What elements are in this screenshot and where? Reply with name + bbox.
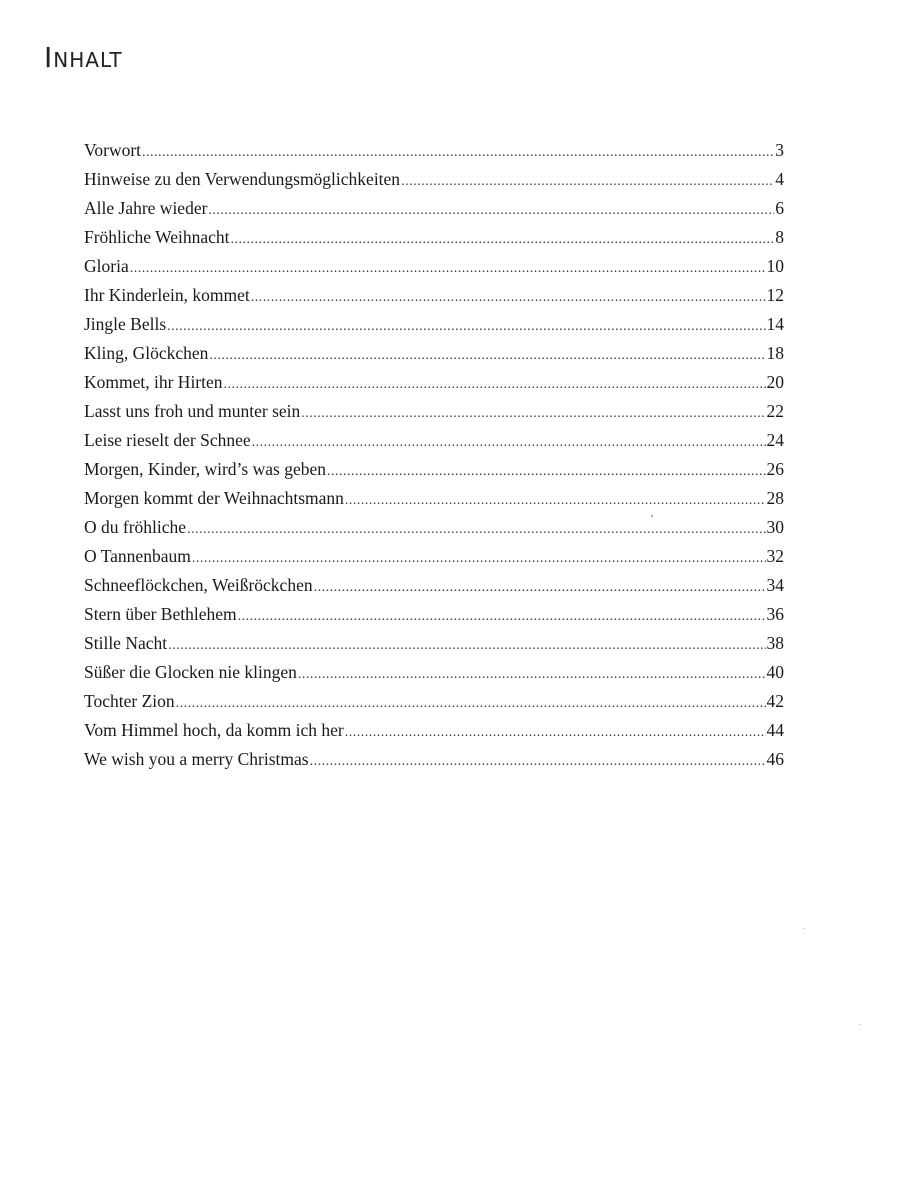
toc-entry-page: 46	[766, 749, 784, 769]
toc-entry	[84, 600, 784, 629]
toc-entry	[84, 716, 784, 745]
toc-entry	[84, 571, 784, 600]
toc-entry	[84, 629, 784, 658]
toc-entry-page: 22	[766, 401, 784, 421]
scan-speck	[651, 515, 653, 517]
toc-entry-page: 12	[766, 285, 784, 305]
table-of-contents	[84, 136, 784, 774]
toc-entry	[84, 484, 784, 513]
toc-entry-page: 34	[766, 575, 784, 595]
toc-dot-leader	[345, 486, 766, 515]
toc-dot-leader	[209, 341, 765, 370]
toc-entry	[84, 223, 784, 252]
toc-entry-title: O Tannenbaum	[84, 546, 191, 566]
toc-dot-leader	[208, 196, 774, 225]
toc-entry-title: Vorwort	[84, 140, 142, 160]
toc-dot-leader	[231, 225, 775, 254]
toc-entry-title: Leise rieselt der Schnee	[84, 430, 251, 450]
toc-entry	[84, 165, 784, 194]
toc-entry-title: Fröhliche Weihnacht	[84, 227, 230, 247]
toc-entry	[84, 397, 784, 426]
toc-entry	[84, 687, 784, 716]
toc-entry	[84, 658, 784, 687]
toc-entry	[84, 455, 784, 484]
toc-entry-page: 14	[766, 314, 784, 334]
toc-entry-title: Stille Nacht	[84, 633, 168, 653]
toc-dot-leader	[176, 689, 766, 718]
toc-entry-title: Alle Jahre wieder	[84, 198, 208, 218]
toc-dot-leader	[238, 602, 766, 631]
toc-dot-leader	[192, 544, 766, 573]
toc-entry-title: Tochter Zion	[84, 691, 175, 711]
toc-entry-page: 40	[766, 662, 784, 682]
toc-entry-page: 10	[766, 256, 784, 276]
toc-dot-leader	[345, 718, 766, 747]
toc-entry	[84, 281, 784, 310]
toc-entry	[84, 426, 784, 455]
toc-entry-page: 6	[775, 198, 784, 218]
toc-entry-title: Morgen, Kinder, wird’s was geben	[84, 459, 326, 479]
toc-entry	[84, 252, 784, 281]
toc-entry-page: 20	[766, 372, 784, 392]
toc-dot-leader	[252, 428, 766, 457]
toc-entry	[84, 368, 784, 397]
toc-dot-leader	[167, 312, 765, 341]
toc-dot-leader	[327, 457, 766, 486]
toc-entry-page: 38	[766, 633, 784, 653]
toc-entry-title: Hinweise zu den Verwendungsmöglichkeiten	[84, 169, 401, 189]
scan-speck	[804, 928, 805, 929]
toc-dot-leader	[130, 254, 766, 283]
toc-entry-title: Morgen kommt der Weihnachtsmann	[84, 488, 344, 508]
toc-entry-title: We wish you a merry Christmas	[84, 749, 309, 769]
toc-entry	[84, 136, 784, 165]
toc-entry-title: Ihr Kinderlein, kommet	[84, 285, 250, 305]
toc-entry-title: Lasst uns froh und munter sein	[84, 401, 301, 421]
toc-entry-page: 18	[766, 343, 784, 363]
page-title: Inhalt	[44, 41, 123, 74]
toc-dot-leader	[401, 167, 774, 196]
toc-dot-leader	[314, 573, 766, 602]
toc-dot-leader	[301, 399, 765, 428]
toc-dot-leader	[251, 283, 766, 312]
toc-entry-title: Gloria	[84, 256, 129, 276]
toc-entry-title: Jingle Bells	[84, 314, 167, 334]
toc-entry-title: Kling, Glöckchen	[84, 343, 209, 363]
toc-entry-page: 32	[766, 546, 784, 566]
toc-entry	[84, 339, 784, 368]
toc-entry-title: Stern über Bethlehem	[84, 604, 237, 624]
toc-dot-leader	[168, 631, 765, 660]
toc-entry-page: 3	[775, 140, 784, 160]
toc-entry-title: Süßer die Glocken nie klingen	[84, 662, 297, 682]
toc-entry-page: 30	[766, 517, 784, 537]
toc-entry-page: 24	[766, 430, 784, 450]
toc-dot-leader	[310, 747, 766, 776]
toc-entry-page: 42	[766, 691, 784, 711]
toc-entry	[84, 745, 784, 774]
toc-dot-leader	[298, 660, 766, 689]
toc-dot-leader	[187, 515, 765, 544]
toc-entry-page: 36	[766, 604, 784, 624]
toc-entry	[84, 310, 784, 339]
toc-entry-page: 26	[766, 459, 784, 479]
toc-dot-leader	[142, 138, 774, 167]
toc-entry-page: 44	[766, 720, 784, 740]
toc-entry-page: 8	[775, 227, 784, 247]
toc-entry	[84, 513, 784, 542]
toc-entry	[84, 542, 784, 571]
toc-entry-page: 28	[766, 488, 784, 508]
toc-entry-title: Schneeflöckchen, Weißröckchen	[84, 575, 313, 595]
toc-dot-leader	[224, 370, 766, 399]
toc-entry-page: 4	[775, 169, 784, 189]
toc-entry-title: Vom Himmel hoch, da komm ich her	[84, 720, 344, 740]
toc-entry-title: O du fröhliche	[84, 517, 187, 537]
toc-entry-title: Kommet, ihr Hirten	[84, 372, 223, 392]
toc-entry	[84, 194, 784, 223]
scan-speck	[860, 1024, 861, 1025]
